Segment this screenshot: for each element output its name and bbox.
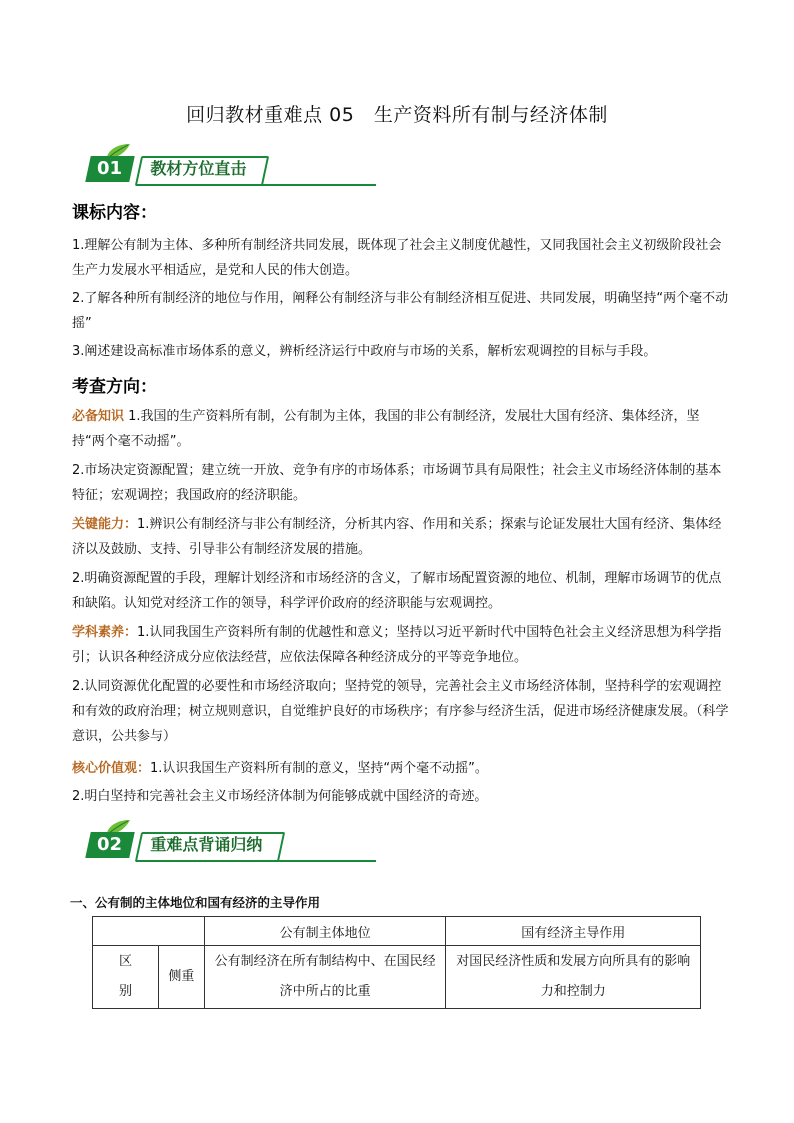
exam-block [72,566,732,616]
document-title: 回归教材重难点 05 生产资料所有制与经济体制 [186,104,608,126]
exam-block [72,458,732,508]
exam-block [72,512,732,562]
table-row [93,946,701,1009]
exam-text: 1.辨识公有制经济与非公有制经济，分析其内容、作用和关系；探索与论证发展壮大国有经济、集体经济以及鼓励、支持、引导非公有制经济发展的措施。 [72,517,722,557]
section-number: 02 [85,832,135,858]
table-row [93,917,701,946]
exam-lead: 学科素养： [72,625,138,640]
table-header-empty [93,917,205,946]
exam-block [72,784,732,809]
exam-text: 2.认同资源优化配置的必要性和市场经济取向；坚持党的领导，完善社会主义市场经济体制，坚持科学的宏观调控和有效的政府治理；树立规则意识，自觉维护良好的市场秩序；有序参与经济生活，促进市场经济健康发展。（科学意识，公共参与） [72,679,729,744]
section-label: 教材方位直击 [135,156,269,186]
curriculum-heading: 课标内容： [72,203,157,223]
exam-heading: 考查方向： [72,377,157,397]
section-banner-2 [88,826,308,862]
section-underline [136,184,376,186]
exam-block [72,756,732,781]
exam-text: 1.认同我国生产资料所有制的优越性和意义；坚持以习近平新时代中国特色社会主义经济思想为科学指引；认识各种经济成分应依法经营，应依法保障各种经济成分的平等竞争地位。 [72,625,722,665]
exam-text: 1.认识我国生产资料所有制的意义，坚持“两个毫不动摇”。 [150,761,488,776]
exam-block [72,620,732,670]
curriculum-item-2: 2.了解各种所有制经济的地位与作用，阐释公有制经济与非公有制经济相互促进、共同发展，明确坚持“两个毫不动摇” [72,291,729,331]
section-underline [136,860,376,862]
section-number: 01 [85,156,135,182]
table-row-label: 区 别 [93,946,159,1009]
part-heading: 一、公有制的主体地位和国有经济的主导作用 [70,895,321,910]
exam-text: 2.明确资源配置的手段，理解计划经济和市场经济的含义，了解市场配置资源的地位、机制，理解市场调节的优点和缺陷。认知党对经济工作的领导，科学评价政府的经济职能与宏观调控。 [72,571,722,611]
table-row-sublabel: 侧重 [158,946,204,1009]
table-cell: 公有制经济在所有制结构中、在国民经济中所占的比重 [204,946,446,1009]
exam-text: 2.市场决定资源配置；建立统一开放、竞争有序的市场体系；市场调节具有局限性；社会主义市场经济体制的基本特征；宏观调控；我国政府的经济职能。 [72,463,722,503]
exam-lead: 关键能力： [72,517,138,532]
table-header: 国有经济主导作用 [446,917,701,946]
section-banner-1 [88,150,308,186]
exam-text: 1.我国的生产资料所有制，公有制为主体，我国的非公有制经济，发展壮大国有经济、集体经济，坚持“两个毫不动摇”。 [72,409,700,449]
curriculum-item-3: 3.阐述建设高标准市场体系的意义，辨析经济运行中政府与市场的关系，解析宏观调控的目标与手段。 [72,344,657,359]
table-cell: 对国民经济性质和发展方向所具有的影响力和控制力 [446,946,701,1009]
section-label: 重难点背诵归纳 [135,832,285,862]
exam-lead: 核心价值观： [72,761,151,776]
exam-block [72,674,732,749]
table-header: 公有制主体地位 [204,917,446,946]
exam-block [72,404,732,454]
comparison-table [92,916,701,1009]
exam-lead: 必备知识 [72,409,125,424]
curriculum-item-1: 1.理解公有制为主体、多种所有制经济共同发展，既体现了社会主义制度优越性，又同我国社会主义初级阶段社会生产力发展水平相适应，是党和人民的伟大创造。 [72,238,722,278]
exam-text: 2.明白坚持和完善社会主义市场经济体制为何能够成就中国经济的奇迹。 [72,789,488,804]
